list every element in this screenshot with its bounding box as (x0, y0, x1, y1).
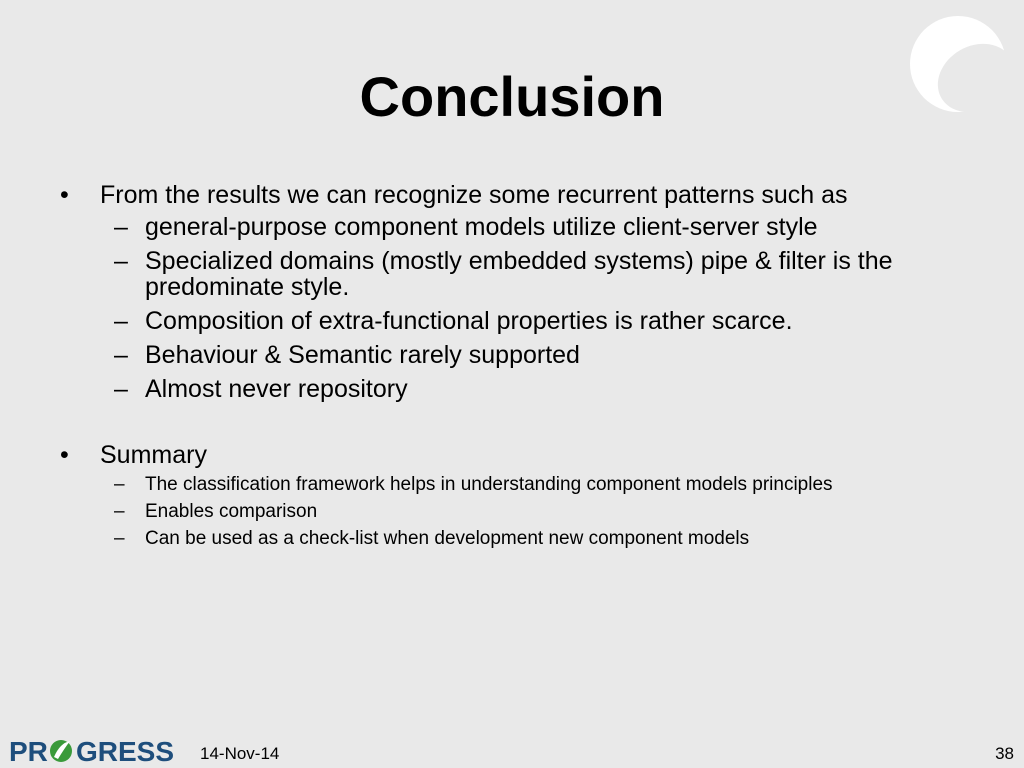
sub-item-text: Composition of extra-functional properties is rather scarce. (145, 307, 793, 335)
sub-item-text: Can be used as a check-list when development new component models (145, 528, 750, 549)
footer-date: 14-Nov-14 (200, 744, 280, 763)
sub-item (58, 214, 968, 240)
sub-item (58, 342, 968, 368)
sub-item-text: Almost never repository (145, 375, 408, 403)
dash-mark: – (114, 341, 128, 369)
bullet-item (58, 440, 968, 470)
bullet-mark: • (60, 181, 69, 209)
dash-mark: – (114, 474, 125, 495)
bullet-text: From the results we can recognize some recurrent patterns such as (100, 181, 848, 209)
dash-mark: – (114, 307, 128, 335)
svg-text:PR: PR (9, 736, 48, 767)
sub-item-text: Behaviour & Semantic rarely supported (145, 341, 580, 369)
sub-item (58, 308, 968, 334)
sub-item-text: general-purpose component models utilize client-server style (145, 213, 818, 241)
slide-title: Conclusion (359, 65, 665, 128)
sub-list (58, 214, 968, 402)
dash-mark: – (114, 375, 128, 403)
sub-item (58, 248, 968, 300)
bullet-item (58, 180, 968, 210)
progress-logo-icon (8, 733, 175, 767)
sub-item (58, 474, 968, 496)
sub-item (58, 376, 968, 402)
sub-item (58, 528, 968, 550)
sub-list (58, 474, 968, 550)
dash-mark: – (114, 501, 125, 522)
sub-item-text: Enables comparison (145, 501, 318, 522)
sub-item-text: Specialized domains (mostly embedded systems) pipe & filter is the predominate style. (145, 247, 893, 301)
spacer (58, 410, 968, 440)
dash-mark: – (114, 247, 128, 275)
slide-content (58, 180, 968, 555)
dash-mark: – (114, 528, 125, 549)
sub-item (58, 501, 968, 523)
svg-text:GRESS: GRESS (76, 736, 175, 767)
dash-mark: – (114, 213, 128, 241)
sub-item-text: The classification framework helps in understanding component models principles (145, 474, 833, 495)
bullet-text: Summary (100, 441, 207, 469)
page-number: 38 (995, 744, 1014, 763)
bullet-mark: • (60, 441, 69, 469)
